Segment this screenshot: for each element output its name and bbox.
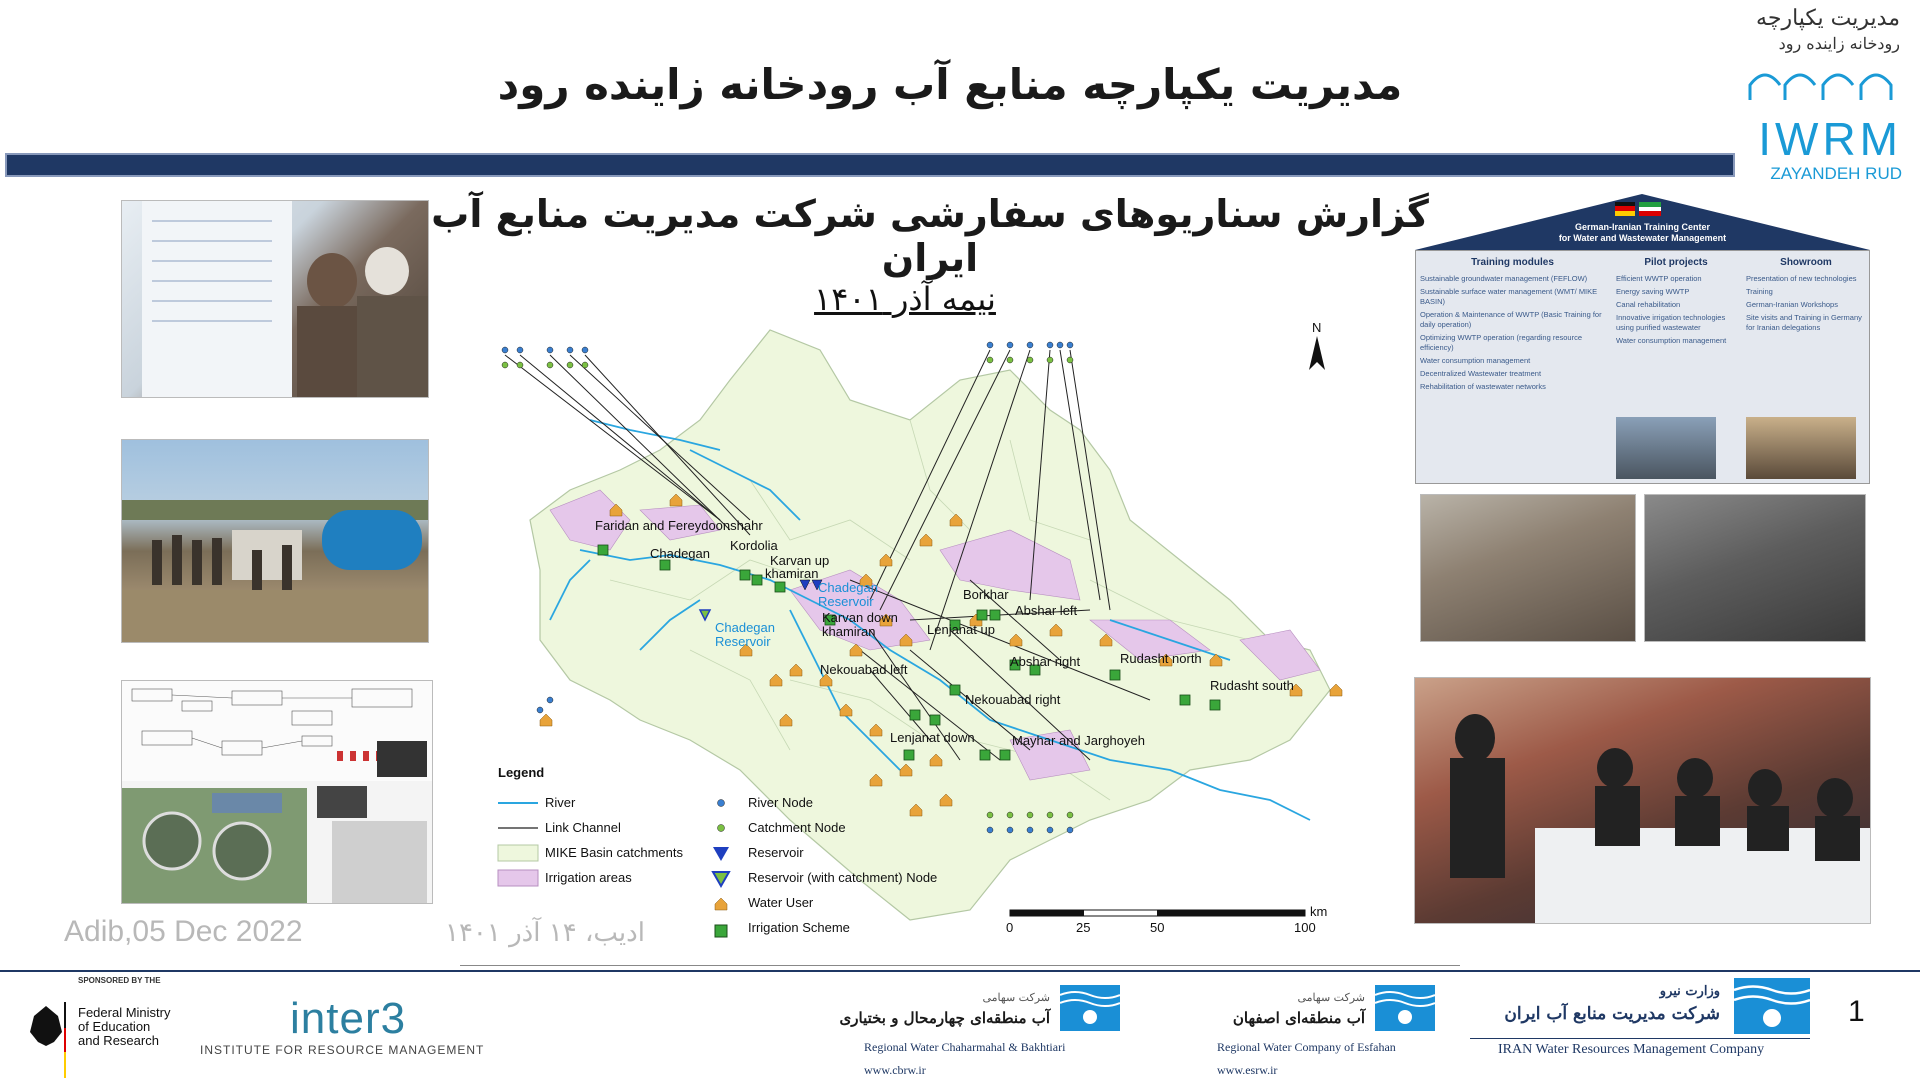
scale-bar [1006,904,1327,935]
svg-text:Legend: Legend [498,765,545,780]
company2-english: Regional Water Company of Esfahan [1217,1040,1396,1054]
footer-divider [0,970,1920,972]
svg-text:0: 0 [1006,920,1014,935]
svg-text:Irrigation areas: Irrigation areas [545,870,632,885]
training-center-title: German-Iranian Training Center [1574,222,1711,232]
map-label-mayhar: Mayhar and Jarghoyeh [1012,733,1145,748]
workshop-photo [121,200,429,398]
report-subtitle: گزارش سناریوهای سفارشی شرکت مدیریت منابع آب ایران [431,192,1429,280]
company2-name: آب منطقه‌ای اصفهان [1232,1009,1365,1027]
page-number: 1 [1848,995,1865,1028]
company3-name: شرکت مدیریت منابع آب ایران [1504,1004,1720,1024]
company1-web: www.cbrw.ir [864,1063,926,1077]
bmbf-name: Federal Ministry of Education and Research [78,1005,171,1048]
author-date-persian: ادیب، ۱۴ آذر ۱۴۰۱ [445,918,645,948]
company1-english: Regional Water Chaharmahal & Bakhtiari [864,1040,1066,1054]
svg-text:Catchment Node: Catchment Node [748,820,846,835]
map-label-khamiran2: khamiran [822,624,876,639]
map-label-chadegan: Chadegan [650,546,710,561]
map-label-nekouabad-left: Nekouabad left [820,662,908,677]
zayandeh-rud-basin-map [490,320,1350,940]
map-label-abshar-left: Abshar left [1015,603,1078,618]
svg-text:25: 25 [1076,920,1091,935]
training-session-photo [1420,494,1636,642]
svg-text:km: km [1310,904,1328,919]
water-wave-icon [1375,985,1435,1031]
footer-divider-thin [460,965,1460,966]
logo-subtitle: ZAYANDEH RUD [1770,164,1902,183]
map-label-chadegan-res-left: Chadegan [715,620,775,635]
training-modules-column: Training modules Sustainable groundwater management (FEFLOW) Sustainable surface water management (WMT/ MIKE BASIN) Operation & Maintenance of WWTP (Basic Training for daily operation) Optimizing WWTP operation (regarding resource efficiency) Water consumption management Decentralized Wastewater treatment Rehabilitation of wastewater networks [1420,257,1602,391]
map-label-chadegan-res: Chadegan [818,580,878,595]
water-wave-icon [1060,985,1120,1031]
logo-acronym: IWRM [1758,113,1902,165]
title-divider-bar [5,153,1735,177]
company1-name: آب منطقه‌ای چهارمحال و بختیاری [839,1009,1050,1027]
author-date: Adib,05 Dec 2022 [64,915,303,948]
map-label-lenjanat-down: Lenjanat down [890,730,975,745]
map-label-borkhar: Borkhar [963,587,1009,602]
training-center-panel [1415,192,1870,484]
map-label-nekouabad-right: Nekouabad right [965,692,1061,707]
logo-persian-line2: رودخانه زاینده رود [1778,34,1900,53]
svg-text:Irrigation Scheme: Irrigation Scheme [748,920,850,935]
svg-text:100: 100 [1294,920,1316,935]
svg-text:Reservoir (with catchment) Nod: Reservoir (with catchment) Node [748,870,938,885]
map-label-chadegan-res-left2: Reservoir [715,634,771,649]
field-visit-photo [121,439,429,643]
wwtp-diagram-collage [121,680,433,904]
sponsored-by-caption: SPONSORED BY THE [78,976,161,985]
map-label-kordolia: Kordolia [730,538,778,553]
company2-type: شرکت سهامی [1297,991,1365,1004]
water-wave-icon [1734,978,1810,1034]
map-label-rudasht-south: Rudasht south [1210,678,1294,693]
federal-eagle-icon [26,1002,66,1078]
map-label-rudasht-north: Rudasht north [1120,651,1202,666]
pilot-projects-column: Pilot projects Efficient WWTP operation Energy saving WWTP Canal rehabilitation Innovative irrigation technologies using purified wastewater Water consumption management [1616,257,1736,349]
map-label-chadegan-res2: Reservoir [818,594,874,609]
svg-text:River Node: River Node [748,795,814,810]
svg-text:Water User: Water User [748,895,814,910]
company3-english: IRAN Water Resources Management Company [1498,1042,1765,1057]
svg-text:50: 50 [1150,920,1165,935]
equipment-demo-photo [1644,494,1866,642]
map-label-abshar-right: Abshar right [1010,654,1081,669]
company2-web: www.esrw.ir [1217,1063,1278,1077]
report-date: نیمه آذر ۱۴۰۱ [814,280,996,318]
logo-persian-line1: مدیریت یکپارچه [1756,6,1900,31]
north-arrow-icon [1309,320,1325,370]
svg-text:MIKE Basin catchments: MIKE Basin catchments [545,845,683,860]
map-label-faridan: Faridan and Fereydoonshahr [595,518,763,533]
company1-type: شرکت سهامی [982,991,1050,1004]
slide-title: مدیریت یکپارچه منابع آب رودخانه زاینده رود [497,60,1403,109]
svg-text:Link Channel: Link Channel [545,820,621,835]
svg-text:River: River [545,795,576,810]
inter3-logo: inter3 [290,994,407,1043]
iwrm-logo [1735,0,1920,185]
svg-text:Reservoir: Reservoir [748,845,804,860]
training-center-title2: for Water and Wastewater Management [1558,233,1727,243]
svg-text:N: N [1312,320,1322,335]
map-label-lenjanat-up: Lenjanat up [927,622,995,637]
map-label-khamiran: khamiran [765,566,819,581]
map-label-karvan-up: Karvan up [770,553,830,568]
inter3-subtitle: INSTITUTE FOR RESOURCE MANAGEMENT [200,1043,485,1057]
company3-type: وزارت نیرو [1659,984,1720,999]
meeting-photo [1414,677,1871,924]
showroom-column: Showroom Presentation of new technologies Training German-Iranian Workshops Site visits and Training in Germany for Iranian delegations [1746,257,1866,336]
map-label-karvan-down: Karvan down [822,610,898,625]
logo-arches-icon [1745,60,1910,110]
